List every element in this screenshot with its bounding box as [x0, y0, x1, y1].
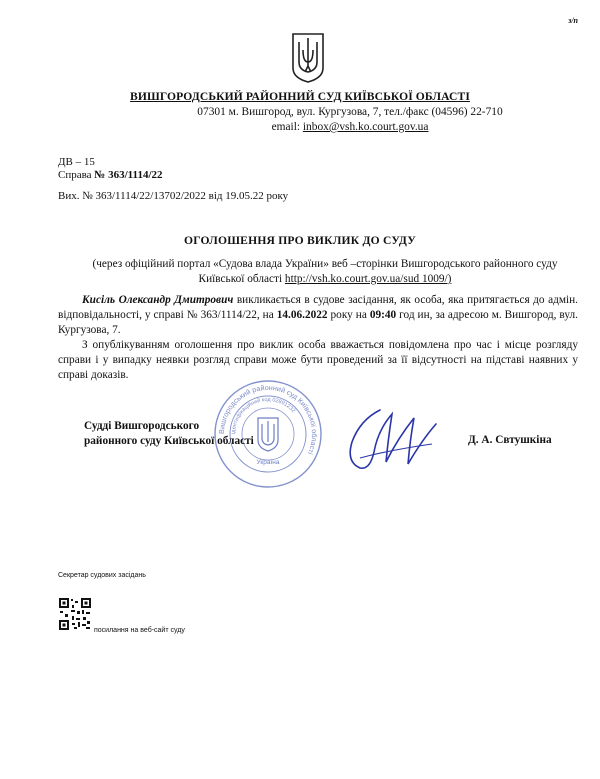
document-title: ОГОЛОШЕННЯ ПРО ВИКЛИК ДО СУДУ [184, 234, 416, 247]
notice-body [58, 293, 578, 383]
dv-code: ДВ – 15 [58, 156, 95, 168]
notice-paragraph-2: З опублікуванням оголошення про виклик особа вважається повідомлена про час і місце розгляду справи і у випадку неявки розгляд справи може бути проведений за її відсутності на підставі наявних у справі доказів. [58, 339, 578, 381]
stamp-inner-text: Україна [256, 459, 280, 466]
notice-paragraph-1 [58, 293, 578, 338]
p1-text-b: року на [327, 309, 370, 321]
email-label: email: [271, 121, 301, 133]
stamp-code-text: ідентифікаційний код 02891232 [230, 396, 297, 435]
court-name: ВИШГОРОДСЬКИЙ РАЙОННИЙ СУД КИЇВСЬКОЇ ОБЛАСТІ [130, 90, 470, 103]
p1-text-a: викликається в судове засідання, як особа, яка притягається до адмін. відповідальності, у справі № 363/1114/22, на [58, 294, 578, 321]
judge-title-line-1: Судді Вишгородського [84, 420, 200, 432]
coat-of-arms-icon [291, 32, 325, 84]
secretary-label: Секретар судових засідань [58, 572, 146, 579]
judge-name: Д. А. Свтушкіна [468, 434, 552, 446]
case-number-line [58, 169, 163, 181]
outgoing-number: Вих. № 363/1114/22/13702/2022 від 19.05.22 року [58, 190, 289, 202]
person-name: Кисіль Олександр Дмитрович [82, 294, 234, 306]
case-label: Справа [58, 169, 92, 181]
case-number: № 363/1114/22 [94, 169, 163, 181]
handwritten-signature [340, 400, 440, 480]
hearing-time: 09:40 [369, 309, 397, 321]
stamp-outer-text: Вишгородський районний суд Київської області [216, 382, 320, 457]
qr-code-icon[interactable] [58, 597, 92, 631]
court-email-line [150, 121, 550, 133]
hearing-date: 14.06.2022 [276, 309, 328, 321]
email-link[interactable]: inbox@vsh.ko.court.gov.ua [302, 121, 429, 133]
portal-link[interactable]: http://vsh.ko.court.gov.ua/sud 1009/) [284, 273, 452, 285]
qr-caption: посилання на веб-сайт суду [94, 627, 185, 634]
judge-title-line-2: районного суду Київської області [84, 435, 254, 447]
judge-title [84, 419, 254, 449]
court-address: 07301 м. Вишгород, вул. Кургузова, 7, тел./факс (04596) 22-710 [197, 106, 503, 118]
portal-text: (через офіційний портал «Судова влада України» веб –сторінки Вишгородського районного суду Київської області [92, 258, 558, 285]
p1-text-c: год ин, за адресою м. Вишгород, вул. Кургузова, 7. [58, 309, 578, 336]
page-mark: з/п [568, 16, 578, 25]
portal-note [80, 257, 570, 287]
